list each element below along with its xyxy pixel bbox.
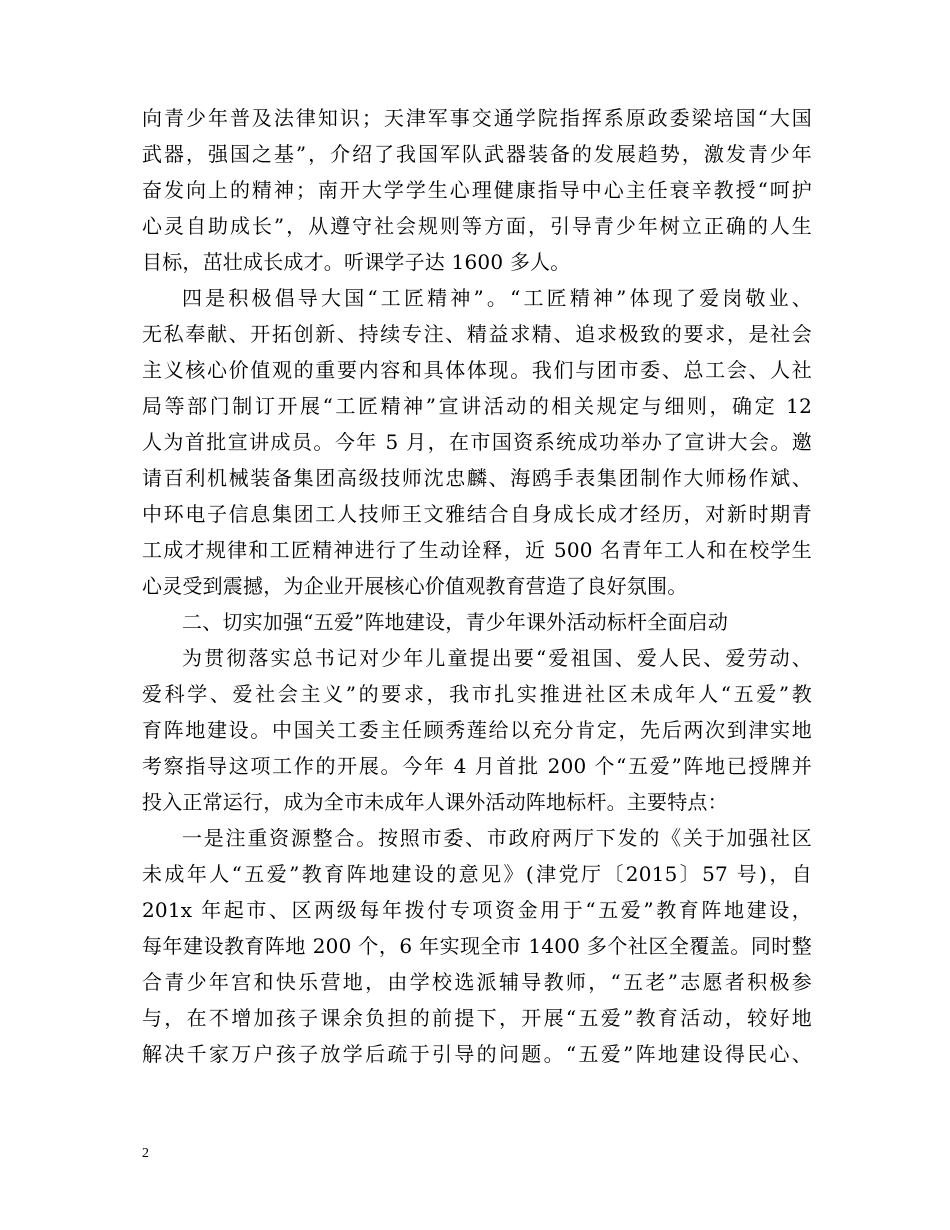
text-line: 武器，强国之基”，介绍了我国军队武器装备的发展趋势，激发青少年 — [142, 142, 812, 166]
text-line: 中环电子信息集团工人技师王文雅结合自身成长成才经历，对新时期青 — [142, 502, 812, 526]
text-line: 与，在不增加孩子课余负担的前提下，开展“五爱”教育活动，较好地 — [142, 1006, 812, 1030]
text-line: 目标，茁壮成长成才。听课学子达 1600 多人。 — [142, 250, 571, 274]
text-line: 每年建设教育阵地 200 个，6 年实现全市 1400 多个社区全覆盖。同时整 — [142, 934, 812, 958]
text-line: 为贯彻落实总书记对少年儿童提出要“爱祖国、爱人民、爱劳动、 — [182, 646, 812, 670]
text-line: 考察指导这项工作的开展。今年 4 月首批 200 个“五爱”阵地已授牌并 — [142, 754, 812, 778]
text-line: 爱科学、爱社会主义”的要求，我市扎实推进社区未成年人“五爱”教 — [142, 682, 812, 706]
text-line: 育阵地建设。中国关工委主任顾秀莲给以充分肯定，先后两次到津实地 — [142, 718, 812, 742]
text-line: 人为首批宣讲成员。今年 5 月，在市国资系统成功举办了宣讲大会。邀 — [142, 430, 812, 454]
text-line: 二、切实加强“五爱”阵地建设，青少年课外活动标杆全面启动 — [182, 610, 729, 634]
document-body — [142, 100, 812, 1072]
text-line: 一是注重资源整合。按照市委、市政府两厅下发的《关于加强社区 — [182, 826, 812, 850]
text-line: 局等部门制订开展“工匠精神”宣讲活动的相关规定与细则，确定 12 — [142, 394, 812, 418]
text-line: 解决千家万户孩子放学后疏于引导的问题。“五爱”阵地建设得民心、 — [142, 1042, 812, 1066]
text-line: 201x 年起市、区两级每年拨付专项资金用于“五爱”教育阵地建设， — [142, 898, 812, 922]
text-line: 主义核心价值观的重要内容和具体体现。我们与团市委、总工会、人社 — [142, 358, 812, 382]
text-line: 请百利机械装备集团高级技师沈忠麟、海鸥手表集团制作大师杨作斌、 — [142, 466, 812, 490]
text-line: 合青少年宫和快乐营地，由学校选派辅导教师，“五老”志愿者积极参 — [142, 970, 812, 994]
text-line: 工成才规律和工匠精神进行了生动诠释，近 500 名青年工人和在校学生 — [142, 538, 812, 562]
text-line: 投入正常运行，成为全市未成年人课外活动阵地标杆。主要特点： — [142, 790, 728, 814]
text-line: 四是积极倡导大国“工匠精神”。“工匠精神”体现了爱岗敬业、 — [182, 286, 812, 310]
page-number: 2 — [142, 1146, 149, 1161]
text-line: 向青少年普及法律知识；天津军事交通学院指挥系原政委梁培国“大国 — [142, 106, 812, 130]
text-line: 心灵受到震撼，为企业开展核心价值观教育营造了良好氛围。 — [142, 574, 688, 598]
text-line: 心灵自助成长”，从遵守社会规则等方面，引导青少年树立正确的人生 — [142, 214, 812, 238]
text-line: 未成年人“五爱”教育阵地建设的意见》(津党厅〔2015〕57 号)，自 — [142, 862, 812, 886]
text-line: 奋发向上的精神；南开大学学生心理健康指导中心主任衰辛教授“呵护 — [142, 178, 812, 202]
text-line: 无私奉献、开拓创新、持续专注、精益求精、追求极致的要求，是社会 — [142, 322, 812, 346]
